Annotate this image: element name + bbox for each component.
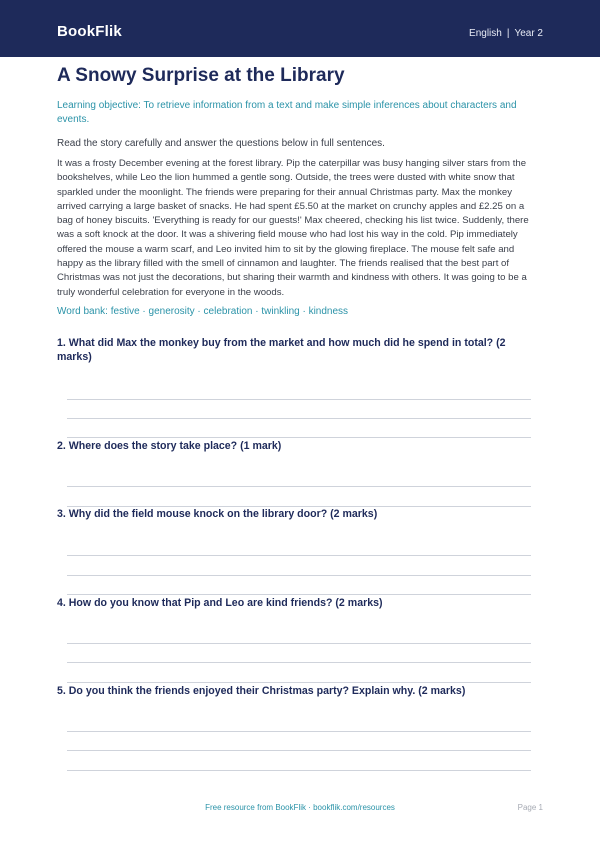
word-bank: Word bank: festive · generosity · celebration · twinkling · kindness xyxy=(57,306,349,317)
question-5: 5. Do you think the friends enjoyed their Christmas party? Explain why. (2 marks) xyxy=(57,685,466,697)
question-1: 1. What did Max the monkey buy from the market and how much did he spend in total? (2 marks) xyxy=(57,337,506,363)
brand-logo-text: BookFlik xyxy=(57,23,122,40)
answer-line[interactable] xyxy=(67,770,531,771)
answer-line[interactable] xyxy=(67,486,531,487)
meta-separator: | xyxy=(506,28,510,39)
answer-line[interactable] xyxy=(67,750,531,751)
instruction-text: Read the story carefully and answer the questions below in full sentences. xyxy=(57,138,385,149)
header-bar xyxy=(0,0,600,57)
answer-line[interactable] xyxy=(67,437,531,438)
answer-line[interactable] xyxy=(67,399,531,400)
answer-line[interactable] xyxy=(67,418,531,419)
answer-line[interactable] xyxy=(67,594,531,595)
learning-objective: Learning objective: To retrieve information from a text and make simple inferences about characters and events. xyxy=(57,100,517,125)
subject-year-label xyxy=(469,28,543,39)
footer-credit: Free resource from BookFlik · bookflik.com/resources xyxy=(205,803,395,812)
story-paragraph: It was a frosty December evening at the forest library. Pip the caterpillar was busy hanging silver stars from the bookshelves, while Leo the lion hummed a gentle song. Outside, the trees were dusted with white snow that sparkled under the moonlight. The friends were preparing for their annual Christmas party. Max the monkey arrived carrying a large basket of snacks. He had spent £5.50 at the market on crunchy apples and £2.25 on a bag of honey biscuits. 'Everything is ready for our guests!' Max cheered, checking his list twice. Suddenly, there was a soft knock at the door. It was a shivering field mouse who had lost his way in the cold. Pip immediately offered the mouse a warm scarf, and Leo invited him to sit by the glowing fireplace. The mouse felt safe and happy as the library filled with the smell of cinnamon and laughter. The friends realised that the best part of Christmas was not just the decorations, but sharing their warmth and kindness with others. It was going to be a truly wonderful celebration for everyone in the woods. xyxy=(57,158,529,298)
answer-line[interactable] xyxy=(67,555,531,556)
page-number: Page 1 xyxy=(517,803,543,812)
answer-line[interactable] xyxy=(67,731,531,732)
answer-line[interactable] xyxy=(67,662,531,663)
subject-label: English xyxy=(469,28,502,39)
answer-line[interactable] xyxy=(67,643,531,644)
question-3: 3. Why did the field mouse knock on the library door? (2 marks) xyxy=(57,508,378,520)
answer-line[interactable] xyxy=(67,575,531,576)
worksheet-title: A Snowy Surprise at the Library xyxy=(57,65,345,86)
answer-line[interactable] xyxy=(67,682,531,683)
year-label: Year 2 xyxy=(514,28,543,39)
question-2: 2. Where does the story take place? (1 mark) xyxy=(57,440,282,452)
question-4: 4. How do you know that Pip and Leo are kind friends? (2 marks) xyxy=(57,597,383,609)
